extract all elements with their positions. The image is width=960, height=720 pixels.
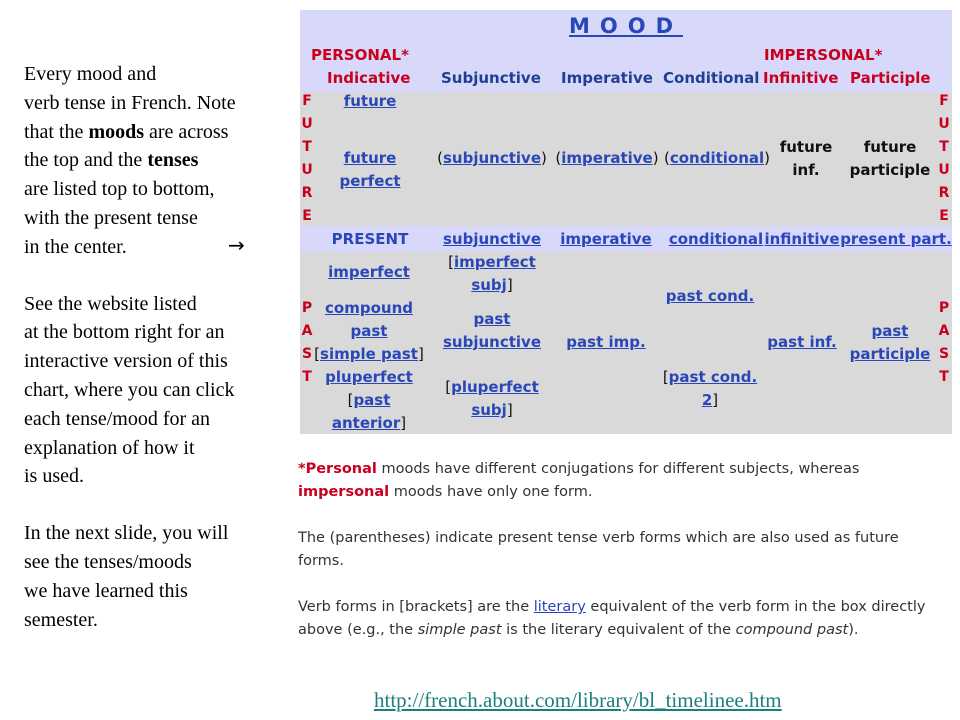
present-conditional[interactable]: conditional [668,230,764,248]
tenses-emphasis: tenses [147,149,199,172]
text-line: are listed top to bottom, [24,178,215,201]
present-row [300,226,952,252]
mood-tense-chart [300,10,952,434]
present-infinitive[interactable]: infinitive [764,230,840,248]
present-imperative[interactable]: imperative [560,230,652,248]
imperfect-subjunctive[interactable]: [imperfect subj] [448,253,536,294]
tense-pluperfect[interactable]: pluperfect [325,368,413,386]
pluperfect-subjunctive[interactable]: [pluperfect subj] [445,378,539,419]
past-infinitive[interactable]: past inf. [767,333,837,351]
past-side-label-left: P A S T [301,300,313,385]
future-conditional[interactable]: (conditional) [663,149,771,167]
future-participle: future participle [849,138,931,179]
mood-title[interactable]: MOOD [568,14,684,38]
tense-future-perfect[interactable]: future perfect [339,149,401,190]
mood-indicative: Indicative [327,69,411,87]
text-line: at the bottom right for an [24,321,225,344]
text-line: is used. [24,465,84,488]
text-line: verb tense in French. Note [24,91,236,114]
text-line: in the center. [24,235,127,258]
text-line: In the next slide, you will [24,522,229,545]
note-brackets: Verb forms in [brackets] are the literary equivalent of the verb form in the box directly above (e.g., the simple past is the literary equivalent of the compound past). [298,599,926,638]
past-conditional-2[interactable]: [past cond. 2] [662,368,758,409]
text-line: See the website listed [24,292,197,315]
paragraph-1 [24,60,294,262]
slide-text [24,60,294,634]
future-side-label-left: F U T U R E [301,93,313,224]
text-line: the top and the tenses [24,149,199,172]
past-side-label-right: P A S T [938,300,950,385]
future-infinitive: future inf. [779,138,833,179]
future-side-label-right: F U T U R E [938,93,950,224]
mood-participle: Participle [850,69,931,87]
past-participle[interactable]: past participle [849,322,931,363]
mood-header [300,10,952,92]
text-line: see the tenses/moods [24,550,192,573]
mood-subjunctive: Subjunctive [441,69,541,87]
personal-header: PERSONAL* [311,46,409,64]
past-conditional[interactable]: past cond. [665,287,755,305]
mood-imperative: Imperative [561,69,653,87]
paragraph-3 [24,519,294,634]
present-subjunctive[interactable]: subjunctive [443,230,541,248]
right-arrow-icon: → [228,233,245,257]
future-imperative[interactable]: (imperative) [555,149,659,167]
text-line: each tense/mood for an [24,407,211,430]
impersonal-header: IMPERSONAL* [764,46,883,64]
text-line: explanation of how it [24,436,195,459]
paragraph-2 [24,290,294,492]
tense-present[interactable]: PRESENT [331,230,409,248]
chart-notes [298,458,948,665]
present-participle[interactable]: present part. [840,230,952,248]
text-line: interactive version of this [24,350,228,373]
text-line: that the moods are across [24,120,229,143]
source-url-link[interactable]: http://french.about.com/library/bl_timelinee.htm [374,688,782,712]
tense-future[interactable]: future [343,92,397,110]
past-subjunctive[interactable]: past subjunctive [443,310,541,351]
note-personal: *Personal moods have different conjugations for different subjects, whereas impersonal moods have only one form. [298,461,860,500]
tense-past-anterior[interactable]: [past anterior] [331,391,407,432]
mood-infinitive: Infinitive [763,69,839,87]
text-line: with the present tense [24,206,198,229]
text-line: chart, where you can click [24,378,235,401]
future-subjunctive[interactable]: (subjunctive) [437,149,547,167]
tense-simple-past[interactable]: [simple past] [314,345,424,363]
tense-imperfect[interactable]: imperfect [328,263,410,281]
text-line: Every mood and [24,63,157,85]
text-line: we have learned this [24,579,188,602]
past-imperative[interactable]: past imp. [566,333,646,351]
text-line: semester. [24,608,98,631]
tense-compound-past[interactable]: compound past [325,299,413,340]
moods-emphasis: moods [88,120,145,143]
literary-link[interactable]: literary [533,599,586,615]
mood-conditional: Conditional [663,69,760,87]
note-parentheses: The (parentheses) indicate present tense verb forms which are also used as future forms. [298,530,899,569]
